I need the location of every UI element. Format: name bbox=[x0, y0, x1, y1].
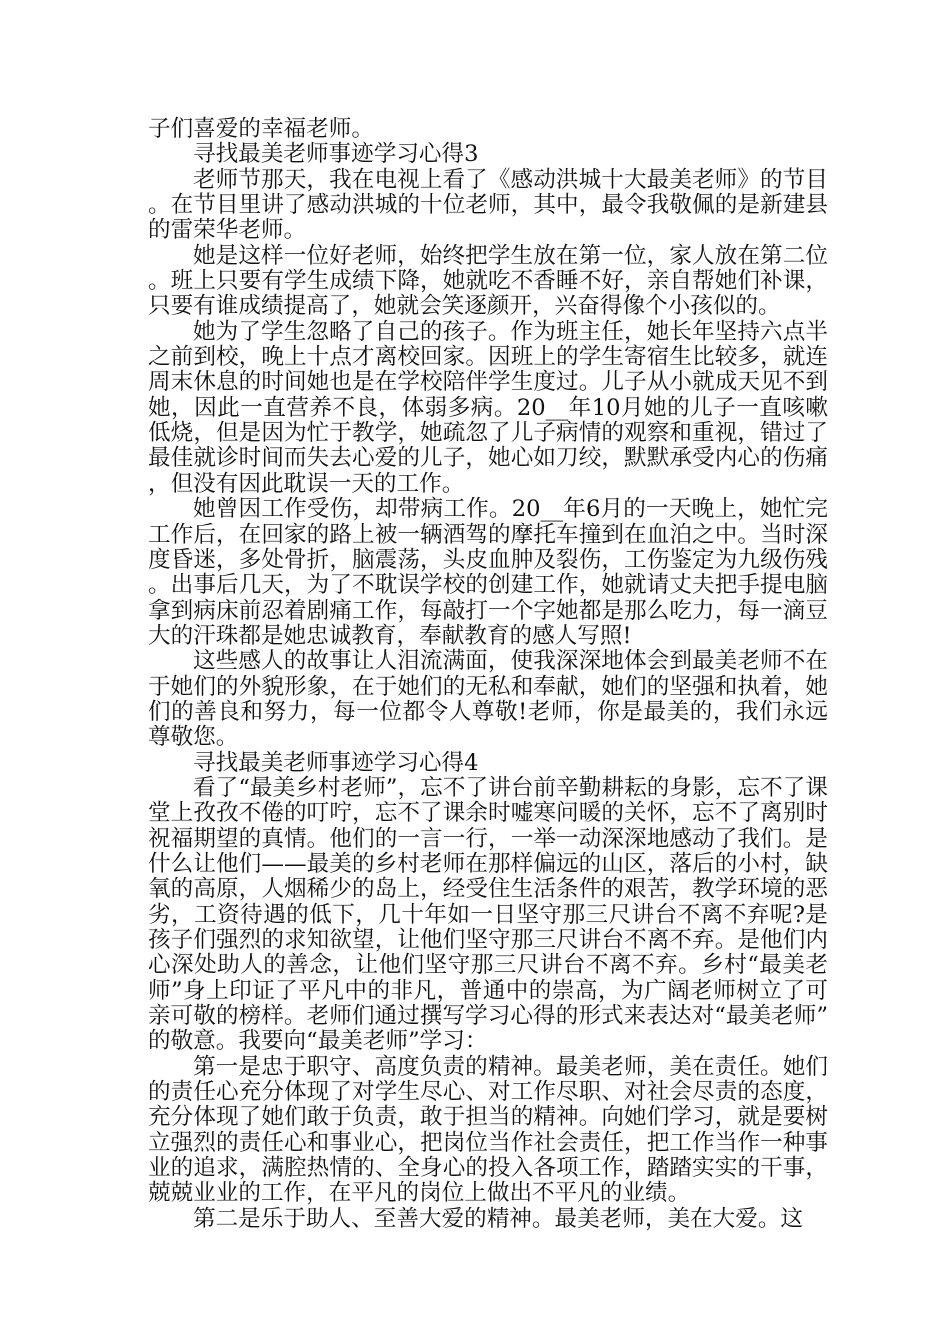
paragraph: 第二是乐于助人、至善大爱的精神。最美老师，美在大爱。这 bbox=[193, 1205, 804, 1232]
document-page bbox=[148, 117, 828, 1232]
section-heading: 寻找最美老师事迹学习心得3 bbox=[193, 141, 479, 168]
section-heading: 寻找最美老师事迹学习心得4 bbox=[193, 749, 479, 776]
paragraph: 她曾因工作受伤，却带病工作。20__年6月的一天晚上，她忙完工作后，在回家的路上被一辆酒驾的摩托车撞到在血泊之中。当时深度昏迷，多处骨折，脑震荡，头皮血肿及裂伤，工伤鉴定为九级伤残。出事后几天，为了不耽误学校的创建工作，她就请丈夫把手提电脑拿到病床前忍着剧痛工作，每敲打一个字她都是那么吃力，每一滴豆大的汗珠都是她忠诚教育，奉献教育的感人写照! bbox=[148, 496, 828, 649]
paragraph: 她是这样一位好老师，始终把学生放在第一位，家人放在第二位。班上只要有学生成绩下降，她就吃不香睡不好，亲自帮她们补课，只要有谁成绩提高了，她就会笑逐颜开，兴奋得像个小孩似的。 bbox=[148, 242, 828, 320]
paragraph: 第一是忠于职守、高度负责的精神。最美老师，美在责任。她们的责任心充分体现了对学生尽心、对工作尽职、对社会尽责的态度，充分体现了她们敢于负责，敢于担当的精神。向她们学习，就是要树立强烈的责任心和事业心，把岗位当作社会责任，把工作当作一种事业的追求，满腔热情的、全身心的投入各项工作，踏踏实实的干事，兢兢业业的工作，在平凡的岗位上做出不平凡的业绩。 bbox=[148, 1053, 828, 1207]
paragraph: 子们喜爱的幸福老师。 bbox=[148, 116, 374, 142]
paragraph: 这些感人的故事让人泪流满面，使我深深地体会到最美老师不在于她们的外貌形象，在于她们的无私和奉献，她们的坚强和执着，她们的善良和努力，每一位都令人尊敬!老师，你是最美的，我们永远尊敬您。 bbox=[148, 648, 828, 751]
paragraph: 老师节那天，我在电视上看了《感动洪城十大最美老师》的节目。在节目里讲了感动洪城的十位老师，其中，最令我敬佩的是新建县的雷荣华老师。 bbox=[148, 166, 828, 244]
paragraph: 她为了学生忽略了自己的孩子。作为班主任，她长年坚持六点半之前到校，晚上十点才离校回家。因班上的学生寄宿生比较多，就连周末休息的时间她也是在学校陪伴学生度过。儿子从小就成天见不到她，因此一直营养不良，体弱多病。20__年10月她的儿子一直咳嗽低烧，但是因为忙于教学，她疏忽了儿子病情的观察和重视，错过了最佳就诊时间而失去心爱的儿子，她心如刀绞，默默承受内心的伤痛，但没有因此耽误一天的工作。 bbox=[148, 318, 828, 497]
paragraph: 看了“最美乡村老师”，忘不了讲台前辛勤耕耘的身影，忘不了课堂上孜孜不倦的叮咛，忘不了课余时嘘寒问暖的关怀，忘不了离别时祝福期望的真情。他们的一言一行，一举一动深深地感动了我们。是什么让他们——最美的乡村老师在那样偏远的山区，落后的小村，缺氧的高原，人烟稀少的岛上，经受住生活条件的艰苦，教学环境的恶劣，工资待遇的低下，几十年如一日坚守那三尺讲台不离不弃呢?是孩子们强烈的求知欲望，让他们坚守那三尺讲台不离不弃。是他们内心深处助人的善念，让他们坚守那三尺讲台不离不弃。乡村“最美老师”身上印证了平凡中的非凡，普通中的崇高，为广阔老师树立了可亲可敬的榜样。老师们通过撰写学习心得的形式来表达对“最美老师”的敬意。我要向“最美老师”学习： bbox=[148, 774, 828, 1055]
